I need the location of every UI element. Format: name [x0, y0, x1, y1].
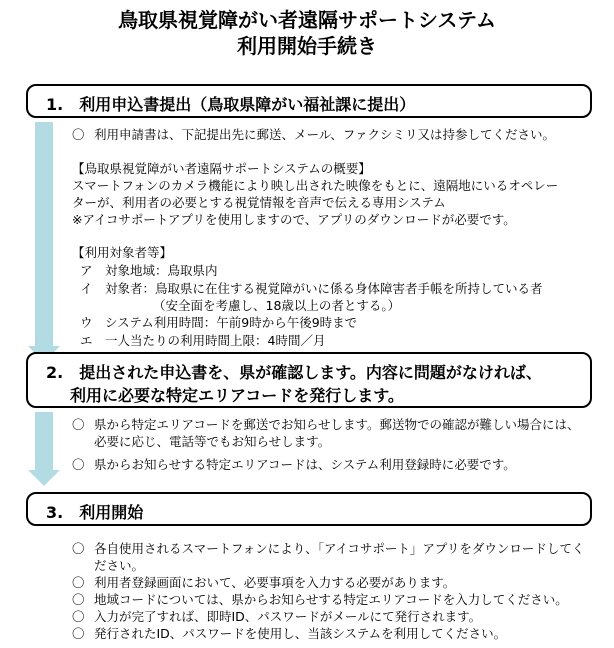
target-item-u: ウ システム利用時間：午前9時から午後9時まで — [80, 315, 358, 330]
section-3-heading: 3. 利用開始 — [46, 503, 144, 522]
section-2-bullet-1-cont: 必要に応じ、電話等でもお知らせします。 — [94, 434, 331, 449]
section-3-bullet-2: 〇 利用者登録画面において、必要事項を入力する必要があります。 — [72, 575, 456, 590]
bullet-circle-icon: 〇 — [72, 417, 85, 432]
section-2-heading-line-1: 2. 提出された申込書を、県が確認します。内容に問題がなければ、 — [46, 363, 542, 382]
section-2-bullet-1: 〇 県から特定エリアコードを郵送でお知らせします。郵送物での確認が難しい場合には、 — [72, 417, 580, 432]
bullet-circle-icon: 〇 — [72, 592, 85, 607]
section-3-bullet-1-cont: ださい。 — [94, 558, 145, 573]
section-3-bullet-1: 〇 各自使用されるスマートフォンにより、「アイコサポート」アプリをダウンロードしてく — [72, 541, 585, 556]
section-3-heading-box — [26, 492, 592, 526]
section-2-heading-box — [26, 352, 592, 408]
section-2-bullet-2: 〇 県からお知らせする特定エリアコードは、システム利用登録時に必要です。 — [72, 457, 516, 472]
flow-arrow-2 — [28, 412, 60, 486]
section-1-heading-box — [26, 84, 592, 118]
target-item-e: エ 一人当たりの利用時間上限：4時間／月 — [80, 333, 326, 348]
section-3-bullet-3: 〇 地域コードについては、県からお知らせする特定エリアコードを入力してください。 — [72, 592, 568, 607]
section-1-heading: 1. 利用申込書提出（鳥取県障がい福祉課に提出） — [46, 95, 416, 114]
bullet-circle-icon: 〇 — [72, 457, 85, 472]
page-subtitle: 利用開始手続き — [237, 34, 377, 58]
section-1-bullet: 〇 利用申請書は、下記提出先に郵送、メール、ファクシミリ又は持参してください。 — [72, 127, 556, 142]
target-item-i: イ 対象者：鳥取県に在住する視覚障がいに係る身体障害者手帳を所持している者 — [80, 281, 543, 296]
overview-heading: 【鳥取県視覚障がい者遠隔サポートシステムの概要】 — [72, 161, 371, 176]
section-2-heading-line-2: 利用に必要な特定エリアコードを発行します。 — [70, 386, 404, 405]
section-3-bullet-5: 〇 発行されたID、パスワードを使用し、当該システムを利用してください。 — [72, 626, 507, 641]
bullet-circle-icon: 〇 — [72, 541, 85, 556]
bullet-circle-icon: 〇 — [72, 127, 85, 142]
target-heading: 【利用対象者等】 — [72, 245, 173, 260]
bullet-circle-icon: 〇 — [72, 626, 85, 641]
overview-line-1: スマートフォンのカメラ機能により映し出された映像をもとに、遠隔地にいるオペレー — [72, 178, 559, 193]
bullet-circle-icon: 〇 — [72, 609, 85, 624]
section-3-bullet-4: 〇 入力が完了すれば、即時ID、パスワードがメールにて発行されます。 — [72, 609, 482, 624]
bullet-circle-icon: 〇 — [72, 575, 85, 590]
page-title: 鳥取県視覚障がい者遠隔サポートシステム — [118, 8, 496, 32]
overview-line-3: ※アイコサポートアプリを使用しますので、アプリのダウンロードが必要です。 — [72, 212, 516, 227]
target-item-i-note: （安全面を考慮し、18歳以上の者とする。） — [153, 298, 401, 313]
overview-line-2: ターが、利用者の必要とする視覚情報を音声で伝える専用システム — [72, 195, 446, 210]
target-item-a: ア 対象地域：鳥取県内 — [80, 263, 218, 278]
flow-arrow-1 — [28, 122, 60, 362]
